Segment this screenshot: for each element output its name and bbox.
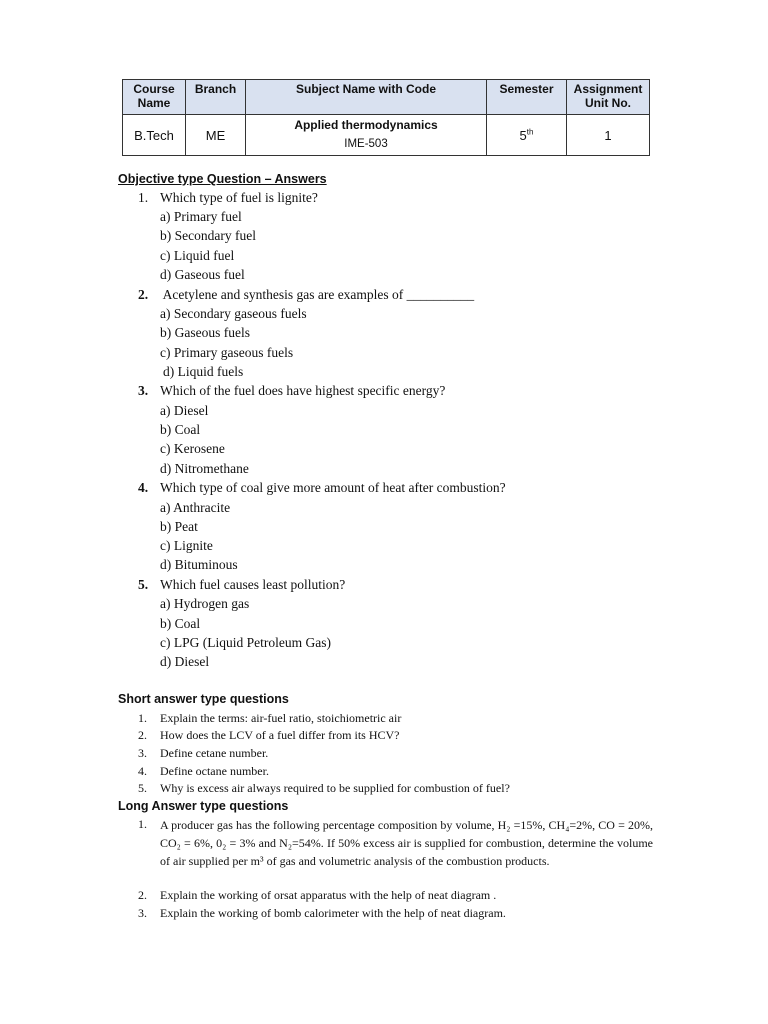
- semester-suffix: th: [526, 127, 534, 137]
- question-number: 1.: [138, 190, 149, 205]
- question-number: 4.: [138, 480, 149, 495]
- question-number: 5.: [138, 781, 147, 795]
- short-question: [138, 711, 401, 726]
- semester-cell: [487, 115, 567, 156]
- option: b) Peat: [160, 519, 198, 534]
- option: c) Kerosene: [160, 441, 225, 456]
- short-answer-heading: Short answer type questions: [118, 692, 289, 706]
- option: c) LPG (Liquid Petroleum Gas): [160, 635, 331, 650]
- option: d) Gaseous fuel: [160, 267, 245, 282]
- question-text: Explain the working of orsat apparatus with the help of neat diagram .: [160, 888, 497, 902]
- option: d) Liquid fuels: [163, 364, 244, 379]
- question-number: 3.: [138, 383, 149, 398]
- short-question: [138, 764, 269, 779]
- option: c) Primary gaseous fuels: [160, 345, 294, 360]
- option: c) Liquid fuel: [160, 248, 235, 263]
- option: b) Secondary fuel: [160, 228, 256, 243]
- header-assignment-unit: Assignment Unit No.: [567, 80, 650, 115]
- unit-no-value: 1: [567, 115, 650, 156]
- long-question-number: 1.: [138, 817, 147, 831]
- header-course-name: Course Name: [123, 80, 186, 115]
- question-text: Why is excess air always required to be supplied for combustion of fuel?: [160, 781, 510, 795]
- option: d) Nitromethane: [160, 461, 249, 476]
- header-subject: Subject Name with Code: [246, 80, 487, 115]
- branch-value: ME: [186, 115, 246, 156]
- long-question-text: A producer gas has the following percentage composition by volume, H₂ =15%, CH₄=2%, CO = 20%, CO₂ = 6%, 0₂ = 3% and N₂=54%. If 50% excess air is supplied for combustion, determine the volume of air supplied per m³ of gas and volumetric analysis of the combustion products.: [160, 818, 653, 868]
- short-question: [138, 728, 400, 743]
- question-4: [138, 480, 506, 496]
- question-text: Define cetane number.: [160, 746, 269, 760]
- semester-value: 5: [519, 127, 527, 143]
- question-number: 4.: [138, 764, 147, 778]
- objective-heading: Objective type Question – Answers: [118, 172, 327, 186]
- subject-name: Applied thermodynamics: [294, 118, 438, 132]
- question-number: 3.: [138, 906, 147, 920]
- option: b) Coal: [160, 422, 201, 437]
- question-text: How does the LCV of a fuel differ from its HCV?: [160, 728, 400, 742]
- option: c) Lignite: [160, 538, 213, 553]
- question-number: 3.: [138, 746, 147, 760]
- question-number: 2.: [138, 287, 149, 302]
- header-branch: Branch: [186, 80, 246, 115]
- question-text: Explain the terms: air-fuel ratio, stoichiometric air: [160, 711, 402, 725]
- option: a) Anthracite: [160, 500, 231, 515]
- question-3: [138, 383, 445, 399]
- question-number: 1.: [138, 711, 147, 725]
- question-text: Explain the working of bomb calorimeter with the help of neat diagram.: [160, 906, 506, 920]
- table-row: [123, 115, 650, 156]
- option: b) Gaseous fuels: [160, 325, 250, 340]
- option: a) Secondary gaseous fuels: [160, 306, 307, 321]
- course-value: B.Tech: [123, 115, 186, 156]
- question-5: [138, 577, 345, 593]
- question-text: Acetylene and synthesis gas are examples of __________: [160, 287, 475, 302]
- question-number: 2.: [138, 888, 147, 902]
- long-question: [138, 906, 506, 921]
- question-number: 5.: [138, 577, 149, 592]
- question-text: Which type of coal give more amount of heat after combustion?: [160, 480, 506, 495]
- short-question: [138, 781, 510, 796]
- long-answer-heading: Long Answer type questions: [118, 799, 289, 813]
- question-text: Define octane number.: [160, 764, 269, 778]
- question-1: [138, 190, 318, 206]
- header-semester: Semester: [487, 80, 567, 115]
- question-text: Which fuel causes least pollution?: [160, 577, 346, 592]
- subject-cell: [246, 115, 487, 156]
- option: a) Hydrogen gas: [160, 596, 250, 611]
- question-2: [138, 287, 474, 303]
- question-number: 2.: [138, 728, 147, 742]
- option: a) Diesel: [160, 403, 209, 418]
- question-text: Which of the fuel does have highest specific energy?: [160, 383, 446, 398]
- option: a) Primary fuel: [160, 209, 242, 224]
- option: d) Diesel: [160, 654, 210, 669]
- course-info-table: [122, 79, 650, 156]
- short-question: [138, 746, 268, 761]
- option: b) Coal: [160, 616, 201, 631]
- table-header-row: [123, 80, 650, 115]
- subject-code: IME-503: [344, 138, 388, 150]
- question-text: Which type of fuel is lignite?: [160, 190, 318, 205]
- option: d) Bituminous: [160, 557, 238, 572]
- long-question: [138, 888, 496, 903]
